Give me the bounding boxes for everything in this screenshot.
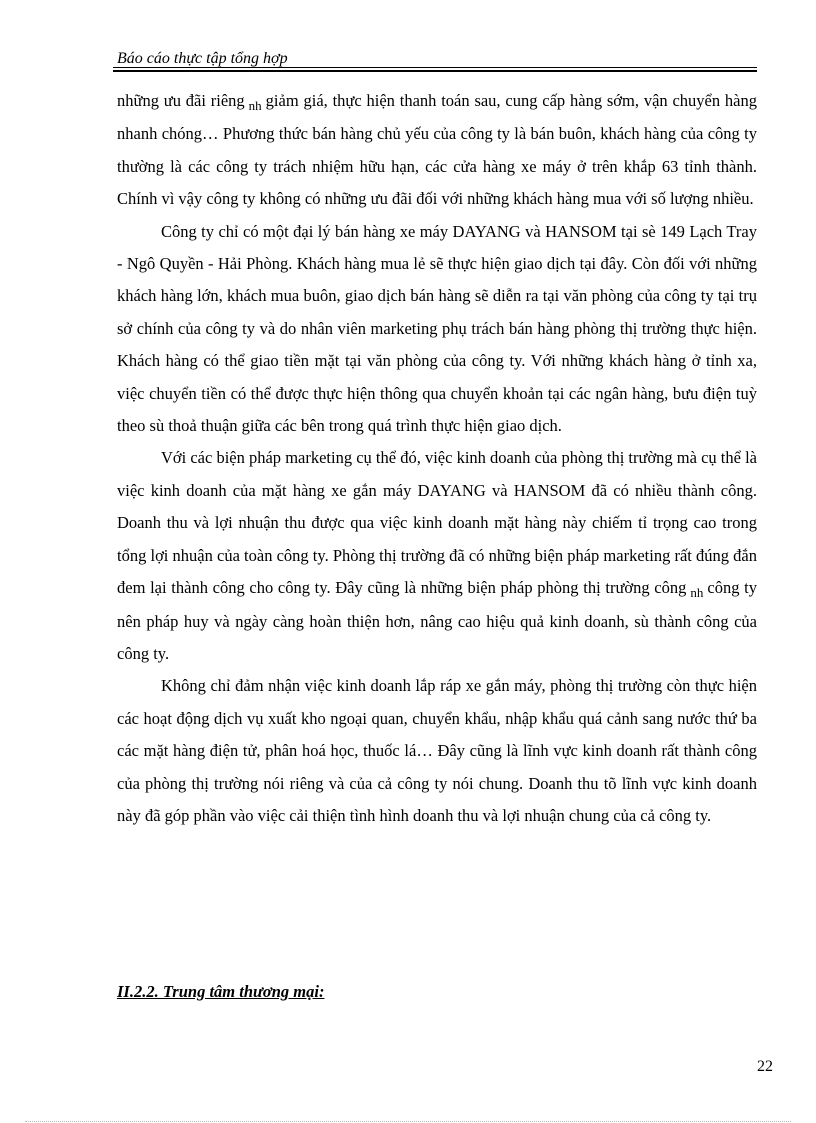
paragraph-3	[117, 442, 757, 670]
header-rule	[113, 67, 757, 68]
paragraph-4: Không chỉ đảm nhận việc kinh doanh lắp ráp xe gắn máy, phòng thị trường còn thực hiện các hoạt động dịch vụ xuất kho ngoại quan, chuyển khẩu, nhập khẩu quá cảnh sang nước thứ ba các mặt hàng điện tử, phân hoá học, thuốc lá… Đây cũng là lĩnh vực kinh doanh rất thành công của phòng thị trường nói riêng và của cả công ty nói chung. Doanh thu tõ lĩnh vực kinh doanh này đã góp phần vào việc cải thiện tình hình doanh thu và lợi nhuận chung của cả công ty.	[117, 676, 757, 825]
paragraph-2: Công ty chỉ có một đại lý bán hàng xe máy DAYANG và HANSOM tại sè 149 Lạch Tray - Ngô Quyền - Hải Phòng. Khách hàng mua lẻ sẽ thực hiện giao dịch tại đây. Còn đối với những khách hàng lớn, khách mua buôn, giao dịch bán hàng sẽ diễn ra tại văn phòng của công ty tại trụ sở chính của công ty và do nhân viên marketing phụ trách bán hàng phòng thị trường thực hiện. Khách hàng có thể giao tiền mặt tại văn phòng của công ty. Với những khách hàng ở tỉnh xa, việc chuyển tiền có thể được thực hiện thông qua chuyển khoản tại các ngân hàng, bưu điện tuỳ theo sù thoả thuận giữa các bên trong quá trình thực hiện giao dịch.	[117, 221, 757, 436]
paragraph-3-text-b: công ty nên pháp huy và ngày càng hoàn thiện hơn, nâng cao hiệu quả kinh doanh, sù thành công của công ty.	[117, 578, 757, 663]
inline-mark: nh	[248, 98, 262, 113]
paragraph-1	[117, 85, 757, 216]
footer-divider	[25, 1121, 791, 1122]
section-heading: II.2.2. Trung tâm thương mại:	[117, 982, 325, 1001]
page-number: 22	[757, 1058, 773, 1075]
paragraph-3-text-a: Với các biện pháp marketing cụ thể đó, việc kinh doanh của phòng thị trường mà cụ thể là việc kinh doanh của mặt hàng xe gắn máy DAYANG và HANSOM đã có nhiều thành công. Doanh thu và lợi nhuận thu được qua việc kinh doanh mặt hàng này chiếm tỉ trọng cao trong tổng lợi nhuận của toàn công ty. Phòng thị trường đã có những biện pháp marketing rất đúng đắn đem lại thành công cho công ty. Đây cũng là những biện pháp phòng thị trường công	[117, 448, 757, 598]
inline-mark: nh	[690, 585, 704, 601]
body-text	[117, 85, 757, 832]
paragraph-1-text-b: giảm giá, thực hiện thanh toán sau, cung cấp hàng sớm, vận chuyển hàng nhanh chóng… Phương thức bán hàng chủ yếu của công ty là bán buôn, khách hàng của công ty thường là các công ty trách nhiệm hữu hạn, các cửa hàng xe máy ở trên khắp 63 tỉnh thành. Chính vì vậy công ty không có những ưu đãi đối với những khách hàng mua với số lượng nhiều.	[117, 91, 757, 209]
header-rule-thick	[113, 70, 757, 72]
paragraph-1-text-a: những ưu đãi riêng	[117, 91, 245, 110]
header-title: Báo cáo thực tập tổng hợp	[117, 50, 288, 67]
